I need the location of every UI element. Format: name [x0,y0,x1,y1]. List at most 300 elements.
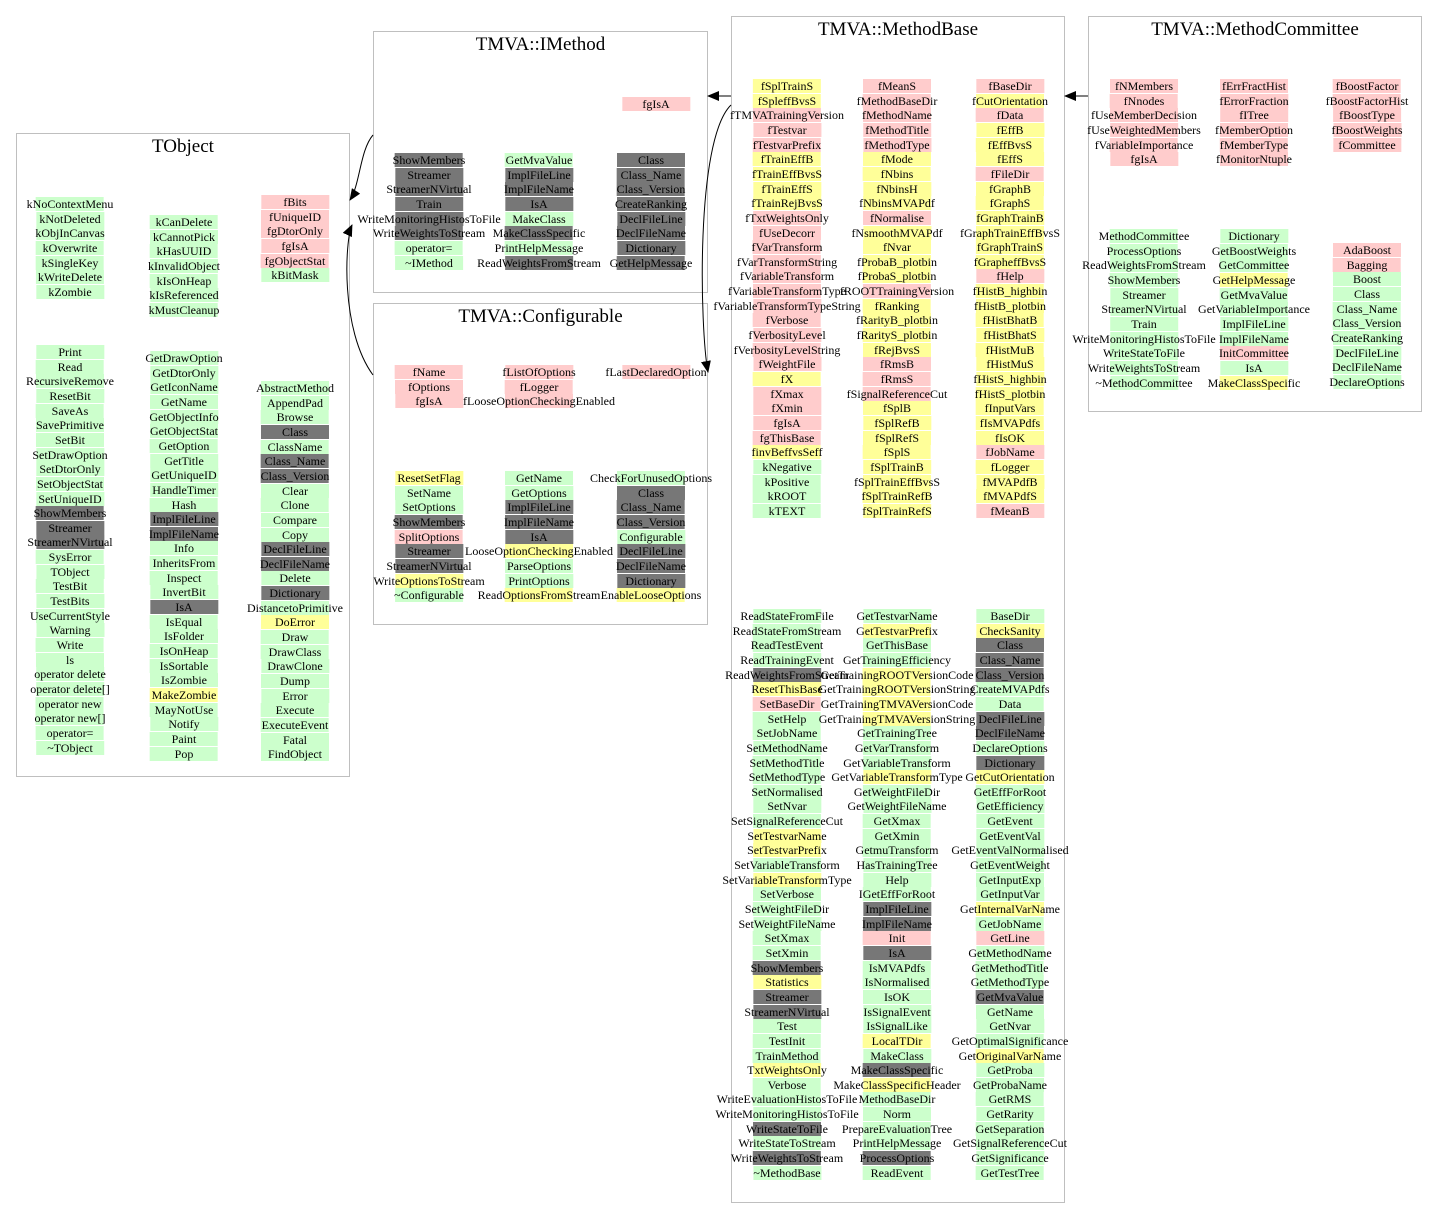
member-label: PrintOptions [508,574,570,588]
member-label: fBits [283,195,307,209]
member-label: fRarityS_plotbin [856,328,938,342]
member-label: GetProba [987,1063,1033,1077]
member-label: fWeightFile [758,357,816,371]
member-label: fGraphTrainS [976,240,1044,254]
member-label: fSignalReferenceCut [846,387,948,401]
member-label: DeclFileName [616,559,686,573]
member-label: IGetEffForRoot [858,887,936,901]
member-label: SetNormalised [751,785,823,799]
member-label: fLogger [519,380,559,394]
member-label: fGrapheffBvsS [973,255,1047,269]
member-label: kOverwrite [42,241,98,255]
member-label: GetRMS [988,1092,1032,1106]
member-label: Copy [281,528,309,542]
member-label: fUniqueID [269,210,321,224]
member-label: ImplFileName [149,527,219,541]
member-label: ReadOptionsFromStream [477,588,601,602]
member-label: Error [282,689,308,703]
member-label: TestBit [52,579,88,593]
member-label: GetOption [158,439,210,453]
member-label: CheckForUnusedOptions [590,471,712,485]
member-label: fHistB_plotbin [973,299,1047,313]
member-label: kHasUUID [156,244,212,258]
member-label: Print [58,345,82,359]
member-label: DeclareOptions [1329,375,1405,389]
member-label: MakeClassSpecificHeader [833,1078,961,1092]
member-label: fSplTrainEffBvsS [853,475,941,489]
member-label: IsZombie [161,673,207,687]
member-label: fLogger [990,460,1030,474]
member-label: Hash [171,498,197,512]
member-label: SetWeightFileDir [744,902,830,916]
member-label: SetWeightFileName [738,917,836,931]
member-label: kIsReferenced [149,288,219,302]
member-label: fEffBvsS [987,138,1033,152]
class-title: TMVA::IMethod [475,34,606,55]
class-title: TMVA::MethodCommittee [1151,19,1359,40]
member-label: Info [174,541,194,555]
member-label: Dictionary [625,574,677,588]
member-label: UseCurrentStyle [30,609,110,623]
member-label: Streamer [407,168,451,182]
member-label: GetNvar [989,1019,1031,1033]
member-label: Class_Name [1336,302,1398,316]
member-label: WriteStateToFile [746,1122,828,1136]
member-label: Streamer [1122,288,1166,302]
member-label: Data [998,697,1022,711]
member-label: fgIsA [773,416,801,430]
member-label: PrintHelpMessage [852,1136,942,1150]
member-label: WriteMonitoringHistosToFile [1072,332,1216,346]
member-label: Browse [276,410,314,424]
member-label: fRmsB [879,357,915,371]
member-label: fSplRefB [874,416,920,430]
member-label: SetBit [54,433,86,447]
member-label: Paint [171,732,197,746]
member-label: fMVAPdfB [982,475,1038,489]
member-label: fNnodes [1123,94,1165,108]
member-label: fJobName [985,445,1035,459]
member-label: DoError [275,615,315,629]
member-label: fVariableTransform [739,269,835,283]
member-label: fMode [881,152,913,166]
member-label: SetDrawOption [32,448,108,462]
member-label: GetThisBase [866,638,928,652]
member-label: fBoostType [1339,108,1395,122]
member-label: Class_Version [1332,316,1402,330]
member-label: operator= [46,726,94,740]
member-label: TestBits [50,594,90,608]
member-label: Draw [281,630,309,644]
member-label: StreamerNVirtual [386,559,472,573]
member-label: GetEventVal [979,829,1041,843]
member-label: Class_Version [616,182,686,196]
member-label: fROOTTrainingVersion [839,284,955,298]
member-label: GetObjectStat [150,424,218,438]
member-label: fFileDir [990,167,1030,181]
class-title: TMVA::Configurable [458,306,623,327]
member-label: fRmsS [880,372,914,386]
member-label: Clone [280,498,310,512]
member-label: fData [996,108,1024,122]
member-label: GetCutOrientation [965,770,1055,784]
member-label: GetTrainingEfficiency [843,653,951,667]
member-label: GetMvaValue [505,153,573,167]
member-label: fGraphTrainB [976,211,1044,225]
member-label: fBaseDir [988,79,1032,93]
member-label: ReadWeightsFromStream [477,256,601,270]
member-label: HasTrainingTree [856,858,938,872]
member-label: fRarityB_plotbin [856,313,938,327]
member-label: SetMethodTitle [749,756,825,770]
member-label: TxtWeightsOnly [747,1063,827,1077]
member-label: TrainMethod [755,1049,819,1063]
class-title: TObject [152,136,214,157]
member-label: EnableLooseOptions [600,588,702,602]
member-label: Inspect [166,571,202,585]
member-label: fVariableImportance [1094,138,1194,152]
member-label: FindObject [268,747,322,761]
member-label: Clear [282,484,308,498]
member-label: GetVarTransform [854,741,940,755]
member-label: GetMethodTitle [971,961,1049,975]
member-label: GetName [987,1005,1033,1019]
member-label: SetTestvarName [747,829,827,843]
member-label: fMethodName [862,108,932,122]
member-label: fCommittee [1338,138,1396,152]
member-label: fTxtWeightsOnly [745,211,829,225]
member-label: ShowMembers [1107,273,1181,287]
member-label: kBitMask [271,268,319,282]
member-label: Class [996,638,1024,652]
member-label: DeclareOptions [972,741,1048,755]
member-label: GetName [161,395,207,409]
member-label: GetXmin [874,829,920,843]
member-label: ProcessOptions [1106,244,1182,258]
member-label: ReadStateFromStream [732,624,842,638]
member-label: GetCommittee [1218,258,1290,272]
member-label: fSplTrainRefS [862,504,932,518]
member-label: operator delete[] [30,682,110,696]
member-label: SplitOptions [398,530,460,544]
member-label: GetRarity [986,1107,1034,1121]
member-label: ReadEvent [870,1166,924,1180]
member-label: GetMvaValue [976,990,1044,1004]
member-label: GetEffForRoot [973,785,1047,799]
member-label: kPositive [764,475,810,489]
member-label: ReadStateFromFile [740,609,834,623]
member-label: ImplFileName [504,182,574,196]
member-label: ReadWeightsFromStream [1082,258,1206,272]
member-label: Fatal [283,733,307,747]
member-label: fMethodType [864,138,930,152]
member-label: fVerbosityLevelString [733,343,841,357]
member-label: DeclFileName [1332,360,1402,374]
member-label: IsSortable [159,659,209,673]
member-label: Notify [168,717,200,731]
member-label: GetIconName [150,380,218,394]
member-label: ClassName [267,440,323,454]
member-label: SetNvar [767,799,807,813]
member-label: ~MethodCommittee [1095,376,1193,390]
member-label: GetTestvarPrefix [856,624,938,638]
arrow-imethod-to-tobject [350,135,373,200]
member-label: GetVariableTransformType [831,770,963,784]
member-label: GetInternalVarName [960,902,1060,916]
member-label: ImplFileName [862,917,932,931]
member-label: PrepareEvaluationTree [841,1122,953,1136]
member-label: CreateRanking [615,197,687,211]
member-label: fSplB [882,401,912,415]
member-label: WriteEvaluationHistosToFile [716,1092,858,1106]
member-label: SetVariableTransformType [722,873,852,887]
member-label: fProbaB_plotbin [857,255,937,269]
member-label: SetName [407,486,451,500]
member-label: WriteStateToFile [1103,346,1185,360]
member-label: IsNormalised [864,975,930,989]
member-label: fHistS_highbin [973,372,1047,386]
member-label: fgIsA [1130,152,1158,166]
member-label: kROOT [767,489,807,503]
member-label: IsOK [884,990,910,1004]
arrow-configurable-to-tobject [347,225,373,375]
member-label: Streamer [407,544,451,558]
member-label: fHistS_plotbin [974,387,1046,401]
member-label: InvertBit [162,585,206,599]
member-label: InitCommittee [1219,346,1289,360]
member-label: SetBaseDir [759,697,815,711]
member-label: fSplTrainRefB [861,489,933,503]
member-label: InheritsFrom [152,556,216,570]
member-label: AdaBoost [1343,243,1391,257]
member-label: SetMethodName [746,741,828,755]
member-label: ls [65,653,75,667]
member-label: StreamerNVirtual [27,535,113,549]
member-label: ResetThisBase [751,682,823,696]
member-label: kNegative [762,460,812,474]
member-label: GetDtorOnly [152,366,216,380]
member-label: fBoostWeights [1331,123,1403,137]
member-label: fGraphTrainEffBvsS [959,226,1061,240]
member-label: IsEqual [165,615,203,629]
member-label: operator delete [34,667,106,681]
member-label: fITree [1239,108,1269,122]
member-label: CheckSanity [979,624,1041,638]
member-label: ImplFileName [1219,332,1289,346]
member-label: SetOptions [402,500,456,514]
member-label: fProbaS_plotbin [857,269,937,283]
member-label: fGraphB [989,182,1031,196]
member-label: SavePrimitive [36,418,104,432]
member-label: Boost [1352,272,1382,286]
member-label: fEffB [996,123,1024,137]
member-label: Class_Name [979,653,1041,667]
member-label: GetTestTree [980,1166,1040,1180]
member-label: SetHelp [767,712,807,726]
member-label: fTestvarPrefix [752,138,822,152]
member-label: fUseWeightedMembers [1087,123,1201,137]
member-label: fNbins [880,167,914,181]
member-label: ReadTrainingEvent [740,653,834,667]
member-label: kSingleKey [41,256,99,270]
member-label: fVariableTransformTypeString [713,299,861,313]
member-label: GetLine [990,931,1030,945]
member-label: kNotDeleted [39,212,101,226]
member-label: fVerbosityLevel [748,328,826,342]
member-label: fVarTransform [751,240,823,254]
member-label: DeclFileName [616,226,686,240]
member-label: LooseOptionCheckingEnabled [465,544,613,558]
member-label: fTMVATrainingVersion [729,108,845,122]
member-label: GetEfficiency [976,799,1044,813]
member-label: TestInit [768,1034,806,1048]
member-label: fSplTrainS [760,79,814,93]
member-label: BaseDir [990,609,1030,623]
member-label: Init [888,931,906,945]
member-label: GetMethodName [968,946,1052,960]
member-label: Verbose [767,1078,807,1092]
member-label: IsA [175,600,193,614]
member-label: fVarTransformString [736,255,838,269]
member-label: GetInputExp [979,873,1041,887]
member-label: MakeClass [870,1049,924,1063]
member-label: RecursiveRemove [26,374,114,388]
member-label: fOptions [408,380,450,394]
member-label: SysError [48,550,92,564]
member-label: fMethodBaseDir [856,94,938,108]
member-label: PrintHelpMessage [494,241,584,255]
member-label: fRejBvsS [873,343,921,357]
member-label: fBoostFactorHist [1325,94,1409,108]
member-label: Warning [49,623,91,637]
member-label: SetMethodType [748,770,826,784]
member-label: kIsOnHeap [156,274,212,288]
member-label: fTestvar [767,123,807,137]
member-label: ReadTestEvent [750,638,824,652]
member-label: operator new [38,697,102,711]
member-label: MakeClassSpecific [1207,376,1301,390]
member-label: fMeanB [990,504,1030,518]
member-label: fgIsA [281,239,309,253]
member-label: SetXmin [765,946,809,960]
member-label: Configurable [619,530,683,544]
member-label: fUseDecorr [759,226,815,240]
member-label: Dictionary [269,586,321,600]
member-label: fTrainEffBvsS [751,167,823,181]
member-label: IsFolder [164,629,204,643]
member-label: WriteWeightsToStream [1087,361,1201,375]
member-label: GetVariableTransform [843,756,951,770]
member-label: fInputVars [984,401,1036,415]
member-label: Delete [279,571,311,585]
member-label: Class_Version [260,469,330,483]
member-label: GetmuTransform [855,843,939,857]
member-label: GetInputVar [980,887,1040,901]
member-label: ShowMembers [750,961,824,975]
member-label: fListOfOptions [502,365,576,379]
member-label: Streamer [48,521,92,535]
member-label: GetTitle [164,454,204,468]
member-label: GetWeightFileDir [853,785,941,799]
member-label: fErrFractHist [1222,79,1286,93]
member-label: fTrainEffB [760,152,814,166]
member-label: fTrainEffS [761,182,813,196]
member-label: fMemberType [1219,138,1289,152]
member-label: DeclFileLine [1335,346,1399,360]
member-label: Streamer [765,990,809,1004]
member-label: Class_Version [975,668,1045,682]
member-label: fVariableTransformType [727,284,847,298]
arrow-methodbase-to-configurable [702,105,731,372]
member-label: fgDtorOnly [267,224,323,238]
member-label: WriteWeightsToStream [730,1151,844,1165]
member-label: IsOnHeap [159,644,209,658]
member-label: MakeClass [512,212,566,226]
member-label: fSpleffBvsS [757,94,817,108]
member-label: Train [416,197,442,211]
member-label: GetSignificance [971,1151,1049,1165]
member-label: kMustCleanup [148,303,220,317]
member-label: ReadWeightsFromStream [725,668,849,682]
member-label: WriteWeightsToStream [372,226,486,240]
member-label: WriteOptionsToStream [373,574,485,588]
member-label: Dictionary [625,241,677,255]
member-label: fSplTrainB [870,460,924,474]
member-label: HandleTimer [152,483,216,497]
member-label: ~Configurable [394,588,464,602]
member-label: ExecuteEvent [261,718,329,732]
member-label: ShowMembers [33,506,107,520]
member-label: kCanDelete [155,215,213,229]
member-label: Class [637,486,665,500]
member-label: DeclFileName [975,726,1045,740]
member-label: CreateMVAPdfs [970,682,1050,696]
member-label: fNMembers [1115,79,1173,93]
member-label: finvBeffvsSeff [751,445,823,459]
member-label: ImplFileLine [507,168,571,182]
member-label: fSplS [883,445,911,459]
member-label: MethodBaseDir [858,1092,936,1106]
member-label: SetSignalReferenceCut [731,814,843,828]
member-label: fMVAPdfS [983,489,1037,503]
member-label: fGraphS [989,196,1031,210]
member-label: fX [780,372,794,386]
member-label: Compare [273,513,317,527]
member-label: Class_Name [620,500,682,514]
member-label: ProcessOptions [859,1151,935,1165]
member-label: MakeClassSpecific [850,1063,944,1077]
member-label: WriteMonitoringHistosToFile [715,1107,859,1121]
member-label: GetTrainingTree [857,726,937,740]
member-label: GetUniqueID [151,468,217,482]
member-label: fHistB_highbin [972,284,1048,298]
member-label: fCutOrientation [972,94,1048,108]
member-label: GetHelpMessage [1212,273,1296,287]
member-label: Class_Version [616,515,686,529]
member-label: kTEXT [768,504,806,518]
member-label: SetDtorOnly [39,462,101,476]
member-label: ~TObject [47,741,93,755]
member-label: StreamerNVirtual [744,1005,830,1019]
member-label: AppendPad [267,396,323,410]
member-label: GetOriginalVarName [958,1049,1062,1063]
member-label: IsA [888,946,906,960]
member-label: fHistBhatB [982,313,1038,327]
member-label: fXmax [770,387,804,401]
member-label: fNormalise [870,211,924,225]
member-label: fgIsA [642,97,670,111]
member-label: DistancetoPrimitive [247,601,343,615]
